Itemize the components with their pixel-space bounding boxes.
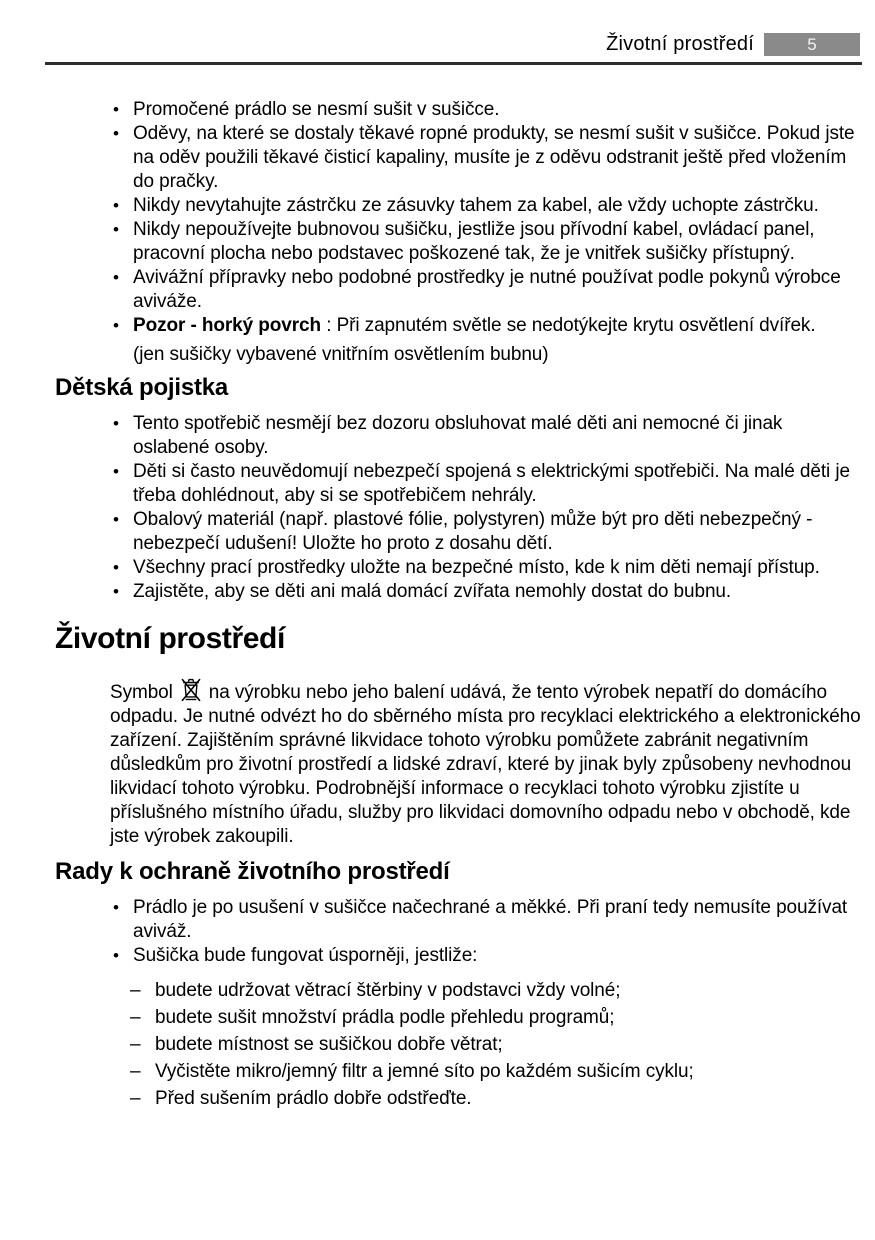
dash-item-text: budete místnost se sušičkou dobře větrat;: [155, 1034, 503, 1055]
page-number: 5: [807, 34, 817, 54]
list-item: [55, 218, 863, 266]
page-header: [0, 0, 875, 56]
header-rule: [45, 62, 862, 65]
list-item-text: Sušička bude fungovat úsporněji, jestliže:: [133, 945, 478, 966]
list-item: [55, 122, 863, 194]
dash-item: [130, 1085, 863, 1112]
dash-item-text: Vyčistěte mikro/jemný filtr a jemné síto po každém sušicím cyklu;: [155, 1061, 694, 1082]
bullet-marker: [113, 122, 119, 146]
eco-tips-heading: Rady k ochraně životního prostředí: [55, 858, 450, 885]
bullet-marker: [113, 580, 119, 604]
child-safety-list: [55, 412, 863, 604]
bullet-marker: [113, 194, 119, 218]
hot-surface-warning-bold: Pozor - horký povrch: [133, 315, 322, 336]
list-item-text: Zajistěte, aby se děti ani malá domácí zvířata nemohly dostat do bubnu.: [133, 581, 732, 602]
environment-heading: Životní prostředí: [55, 622, 285, 655]
bullet-marker: [113, 556, 119, 580]
dash-marker: [130, 1058, 140, 1085]
recycling-paragraph-lead: Symbol: [110, 682, 173, 703]
dash-marker: [130, 1085, 140, 1112]
list-item: [55, 556, 863, 580]
list-item-text: Obalový materiál (např. plastové fólie, polystyren) může být pro děti nebezpečný - nebezpečí udušení! Uložte ho proto z dosahu dětí.: [133, 509, 813, 554]
list-item-text: Děti si často neuvědomují nebezpečí spojená s elektrickými spotřebiči. Na malé děti je třeba dohlédnout, aby si se spotřebičem nehrály.: [133, 461, 850, 506]
bullet-marker: [113, 896, 119, 920]
running-header-title: Životní prostředí: [606, 33, 754, 55]
list-item-text: Tento spotřebič nesmějí bez dozoru obsluhovat malé děti ani nemocné či jinak oslabené osoby.: [133, 413, 783, 458]
bullet-marker: [113, 460, 119, 484]
list-item: [55, 460, 863, 508]
safety-warnings-list: [55, 98, 863, 338]
dash-marker: [130, 1004, 140, 1031]
dash-item-text: budete sušit množství prádla podle přehledu programů;: [155, 1007, 615, 1028]
dash-item-text: budete udržovat větrací štěrbiny v podstavci vždy volné;: [155, 980, 621, 1001]
page-content: [55, 98, 863, 1112]
eco-tips-list: [55, 896, 863, 1112]
list-item: [55, 944, 863, 1112]
bullet-marker: [113, 98, 119, 122]
list-item-text: Prádlo je po usušení v sušičce načechrané a měkké. Při praní tedy nemusíte používat aviváž.: [133, 897, 848, 942]
drum-light-note: (jen sušičky vybavené vnitřním osvětlením bubnu): [133, 344, 549, 365]
bullet-marker: [113, 412, 119, 436]
dash-marker: [130, 977, 140, 1004]
list-item: [55, 412, 863, 460]
list-item: [55, 580, 863, 604]
dash-marker: [130, 1031, 140, 1058]
hot-surface-warning-text: : Při zapnutém světle se nedotýkejte krytu osvětlení dvířek.: [321, 315, 816, 336]
efficiency-conditions-list: [130, 977, 863, 1112]
bullet-marker: [113, 944, 119, 968]
weee-crossed-out-wheelie-bin-icon: [180, 677, 202, 703]
list-item: [55, 314, 863, 338]
page-number-badge: [764, 33, 860, 56]
dash-item: [130, 1031, 863, 1058]
child-safety-heading: Dětská pojistka: [55, 374, 229, 401]
list-item-text: Oděvy, na které se dostaly těkavé ropné produkty, se nesmí sušit v sušičce. Pokud jste na oděv použili těkavé čisticí kapaliny, musíte je z oděvu odstranit ještě před vložením do pračky.: [133, 123, 855, 192]
list-item-text: Promočené prádlo se nesmí sušit v sušičce.: [133, 99, 500, 120]
bullet-marker: [113, 314, 119, 338]
bullet-marker: [113, 508, 119, 532]
recycling-paragraph: [110, 677, 862, 849]
bullet-marker: [113, 218, 119, 242]
list-item-text: Všechny prací prostředky uložte na bezpečné místo, kde k nim děti nemají přístup.: [133, 557, 820, 578]
dash-item: [130, 1058, 863, 1085]
bullet-marker: [113, 266, 119, 290]
dash-item: [130, 1004, 863, 1031]
list-item: [55, 896, 863, 944]
list-item: [55, 98, 863, 122]
list-item: [55, 508, 863, 556]
recycling-paragraph-body: na výrobku nebo jeho balení udává, že tento výrobek nepatří do domácího odpadu. Je nutné odvézt ho do sběrného místa pro recyklaci elektrického a elektronického zařízení. Zajištěním správné likvidace tohoto výrobku pomůžete zabránit negativním důsledkům pro životní prostředí a lidské zdraví, které by jinak byly způsobeny nevhodnou likvidací tohoto výrobku. Podrobnější informace o recyklaci tohoto výrobku zjistíte u příslušného místního úřadu, služby pro likvidaci domovního odpadu nebo v obchodě, kde jste výrobek zakoupili.: [110, 682, 861, 847]
list-item-text: [133, 315, 816, 336]
list-item: [55, 194, 863, 218]
dash-item: [130, 977, 863, 1004]
list-item: [55, 266, 863, 314]
dash-item-text: Před sušením prádlo dobře odstřeďte.: [155, 1088, 472, 1109]
list-item-text: Avivážní přípravky nebo podobné prostředky je nutné používat podle pokynů výrobce aviváže.: [133, 267, 841, 312]
list-item-text: Nikdy nevytahujte zástrčku ze zásuvky tahem za kabel, ale vždy uchopte zástrčku.: [133, 195, 819, 216]
list-item-text: Nikdy nepoužívejte bubnovou sušičku, jestliže jsou přívodní kabel, ovládací panel, pracovní plocha nebo podstavec poškozené tak, že je vnitřek sušičky přístupný.: [133, 219, 815, 264]
